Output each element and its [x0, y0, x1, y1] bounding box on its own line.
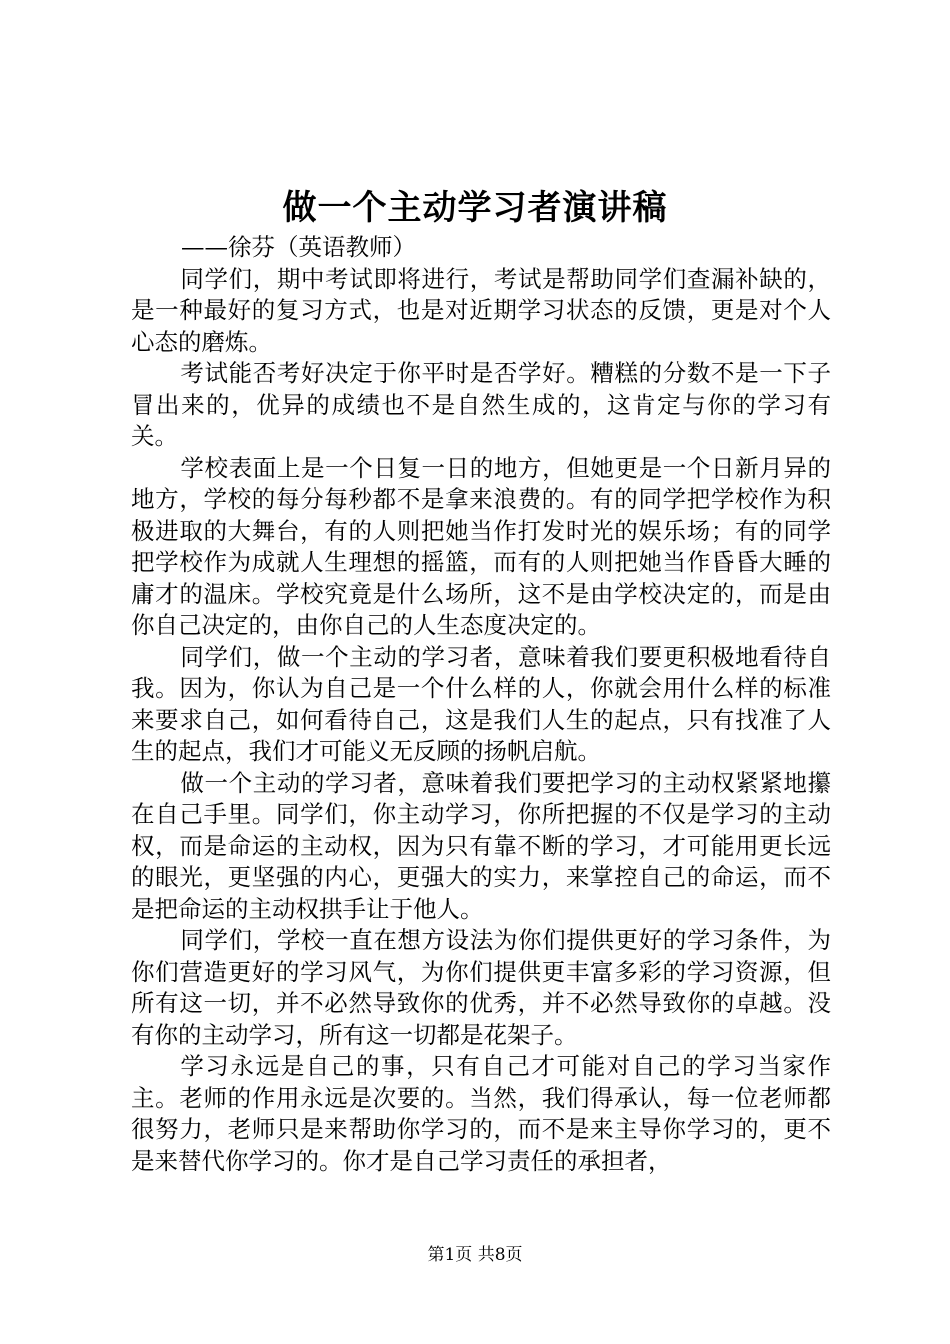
paragraph-3: 学校表面上是一个日复一日的地方，但她更是一个日新月异的地方，学校的每分每秒都不是拿来浪费的。有的同学把学校作为积极进取的大舞台，有的人则把她当作打发时光的娱乐场；有的同学把学校作为成就人生理想的摇篮，而有的人则把她当作昏昏大睡的庸才的温床。学校究竟是什么场所，这不是由学校决定的，而是由你自己决定的，由你自己的人生态度决定的。 [131, 453, 831, 639]
document-body [131, 232, 831, 1177]
paragraph-5: 做一个主动的学习者，意味着我们要把学习的主动权紧紧地攥在自己手里。同学们，你主动学习，你所把握的不仅是学习的主动权，而是命运的主动权，因为只有靠不断的学习，才可能用更长远的眼光，更坚强的内心，更强大的实力，来掌控自己的命运，而不是把命运的主动权拱手让于他人。 [131, 768, 831, 923]
paragraph-4: 同学们，做一个主动的学习者，意味着我们要更积极地看待自我。因为，你认为自己是一个什么样的人，你就会用什么样的标准来要求自己，如何看待自己，这是我们人生的起点，只有找准了人生的起点，我们才可能义无反顾的扬帆启航。 [131, 642, 831, 765]
paragraph-2: 考试能否考好决定于你平时是否学好。糟糕的分数不是一下子冒出来的，优异的成绩也不是自然生成的，这肯定与你的学习有关。 [131, 359, 831, 450]
paragraph-7: 学习永远是自己的事，只有自己才可能对自己的学习当家作主。老师的作用永远是次要的。当然，我们得承认，每一位老师都很努力，老师只是来帮助你学习的，而不是来主导你学习的，更不是来替代你学习的。你才是自己学习责任的承担者， [131, 1052, 831, 1175]
document-title: 做一个主动学习者演讲稿 [282, 188, 668, 228]
paragraph-1: 同学们，期中考试即将进行，考试是帮助同学们查漏补缺的，是一种最好的复习方式，也是对近期学习状态的反馈，更是对个人心态的磨炼。 [131, 264, 831, 356]
author-byline: ——徐芬（英语教师） [181, 233, 416, 261]
page-footer: 第1页 共8页 [427, 1245, 523, 1265]
paragraph-6: 同学们，学校一直在想方设法为你们提供更好的学习条件，为你们营造更好的学习风气，为你们提供更丰富多彩的学习资源，但所有这一切，并不必然导致你的优秀，并不必然导致你的卓越。没有你的主动学习，所有这一切都是花架子。 [131, 926, 831, 1049]
